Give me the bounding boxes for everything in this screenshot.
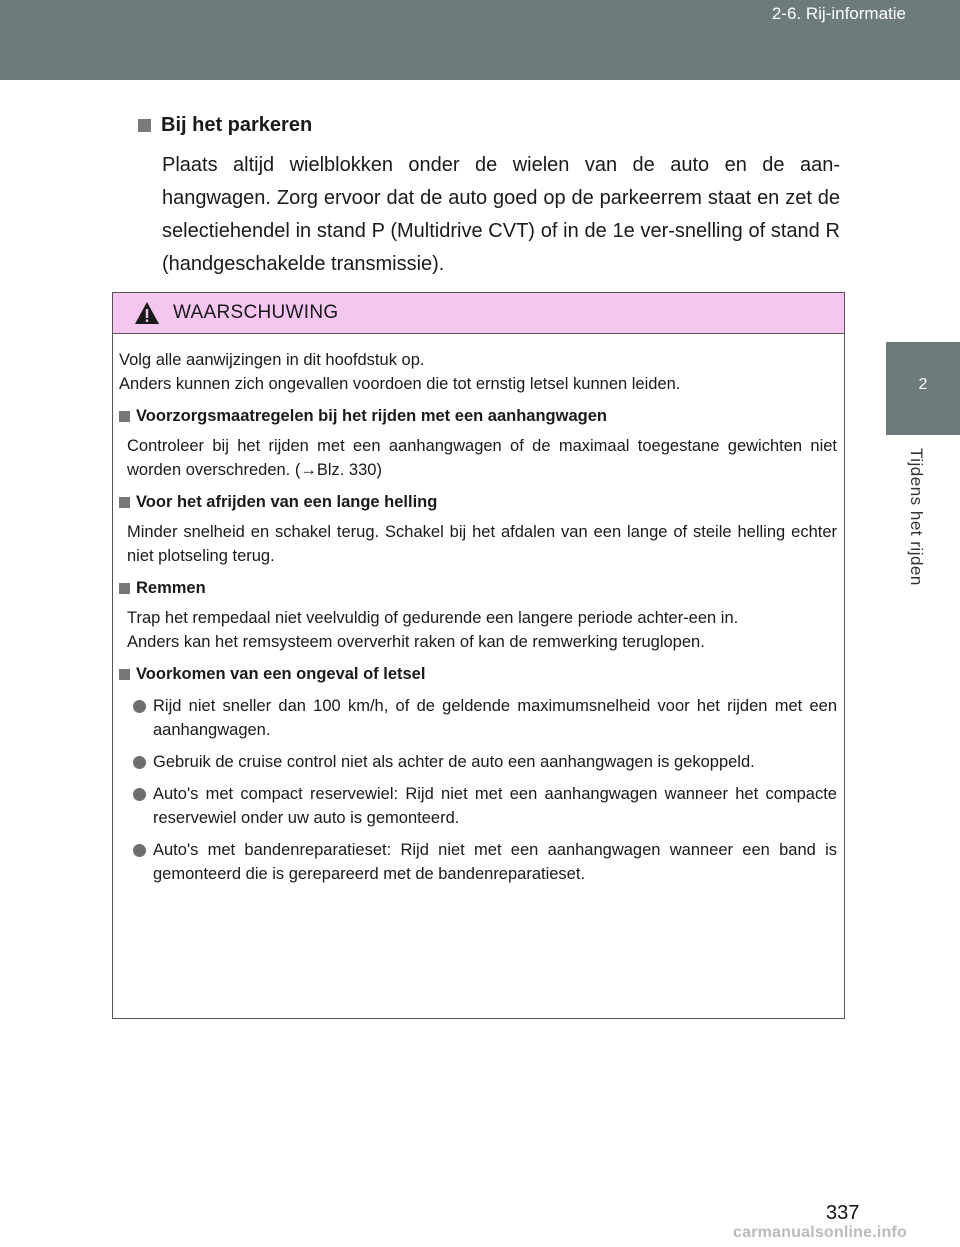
warning-section-heading (119, 576, 837, 600)
section-heading-text: Voorzorgsmaatregelen bij het rijden met een aanhangwagen (136, 407, 607, 425)
warning-section-heading (119, 662, 837, 686)
list-item (119, 694, 837, 742)
warning-body (113, 334, 844, 886)
square-bullet-icon (119, 583, 130, 594)
parking-heading (138, 114, 312, 137)
square-bullet-icon (138, 119, 151, 132)
warning-section-text: Minder snelheid en schakel terug. Schakel bij het afdalen van een lange of steile helling echter niet plotseling terug. (127, 523, 837, 565)
header-band (0, 0, 960, 80)
warning-box (112, 292, 845, 1019)
chapter-label: Tijdens het rijden (907, 448, 926, 586)
list-item-text: Gebruik de cruise control niet als achter de auto een aanhangwagen is gekoppeld. (153, 753, 755, 771)
list-item-text: Auto's met compact reservewiel: Rijd niet met een aanhangwagen wanneer het compacte reservewiel onder uw auto is gemonteerd. (153, 785, 837, 827)
list-item (119, 782, 837, 830)
parking-heading-text: Bij het parkeren (161, 114, 313, 136)
warning-section-text: Controleer bij het rijden met een aanhangwagen of de maximaal toegestane gewichten niet worden overschreden. (→Blz. 330) (127, 437, 837, 479)
list-item (119, 750, 837, 774)
round-bullet-icon (133, 844, 146, 857)
section-heading-text: Voorkomen van een ongeval of letsel (136, 665, 426, 683)
warning-triangle-icon (134, 301, 160, 325)
square-bullet-icon (119, 497, 130, 508)
round-bullet-icon (133, 756, 146, 769)
warning-section-text: Trap het rempedaal niet veelvuldig of gedurende een langere periode achter-een in. (127, 609, 739, 627)
round-bullet-icon (133, 700, 146, 713)
square-bullet-icon (119, 411, 130, 422)
warning-intro-line: Anders kunnen zich ongevallen voordoen die tot ernstig letsel kunnen leiden. (119, 375, 681, 393)
warning-title: WAARSCHUWING (173, 302, 339, 323)
list-item (119, 838, 837, 886)
section-heading-text: Voor het afrijden van een lange helling (136, 493, 438, 511)
section-title: 2-6. Rij-informatie (771, 4, 906, 23)
list-item-text: Auto's met bandenreparatieset: Rijd niet met een aanhangwagen wanneer een band is gemonteerd die is gerepareerd met de bandenreparatieset. (153, 841, 837, 883)
page-number: 337 (826, 1202, 860, 1224)
warning-header (113, 293, 844, 334)
chapter-tab (886, 342, 960, 435)
warning-section-heading (119, 490, 837, 514)
round-bullet-icon (133, 788, 146, 801)
square-bullet-icon (119, 669, 130, 680)
list-item-text: Rijd niet sneller dan 100 km/h, of de geldende maximumsnelheid voor het rijden met een aanhangwagen. (153, 697, 837, 739)
section-heading-text: Remmen (136, 579, 206, 597)
chapter-number: 2 (918, 376, 928, 393)
warning-intro-line: Volg alle aanwijzingen in dit hoofdstuk op. (119, 351, 425, 369)
parking-paragraph: Plaats altijd wielblokken onder de wielen van de auto en de aan-hangwagen. Zorg ervoor dat de auto goed op de parkeerrem staat en zet de selectiehendel in stand P (Multidrive CVT) of in de 1e ver-snelling of stand R (handgeschakelde transmissie). (162, 154, 840, 275)
warning-section-text: Anders kan het remsysteem oververhit raken of kan de remwerking teruglopen. (127, 633, 705, 651)
warning-section-heading (119, 404, 837, 428)
watermark: carmanualsonline.info (733, 1224, 908, 1241)
